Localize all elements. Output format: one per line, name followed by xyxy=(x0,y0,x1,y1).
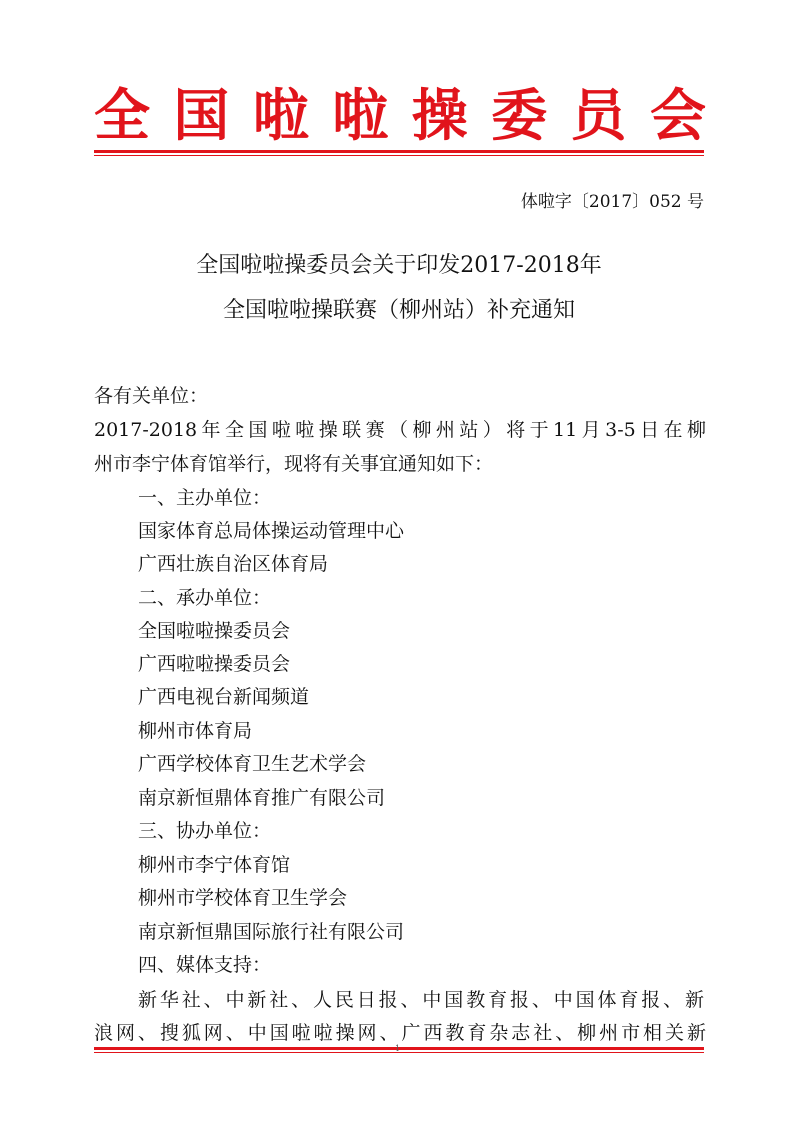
media-line-1: 新华社、中新社、人民日报、中国教育报、中国体育报、新 xyxy=(138,989,704,1011)
header-rule-thin xyxy=(94,155,704,156)
list-item: 南京新恒鼎体育推广有限公司 xyxy=(138,787,386,809)
section-heading-co-organizers: 三、协办单位： xyxy=(138,820,272,842)
salutation: 各有关单位： xyxy=(94,385,209,407)
media-line-2: 浪网、搜狐网、中国啦啦操网、广西教育杂志社、柳州市相关新 xyxy=(94,1022,706,1044)
section-heading-media: 四、媒体支持： xyxy=(138,954,272,976)
header-rule-thick xyxy=(94,150,704,153)
letterhead-char: 啦 xyxy=(332,83,389,149)
letterhead-char: 国 xyxy=(173,83,230,149)
list-item: 南京新恒鼎国际旅行社有限公司 xyxy=(138,921,405,943)
list-item: 广西壮族自治区体育局 xyxy=(138,553,329,575)
section-heading-hosts: 二、承办单位： xyxy=(138,587,272,609)
list-item: 广西电视台新闻频道 xyxy=(138,686,310,708)
letterhead-char: 委 xyxy=(491,83,548,149)
letterhead-title xyxy=(94,84,706,148)
list-item: 广西啦啦操委员会 xyxy=(138,653,291,675)
page-number: 1 xyxy=(395,1044,401,1053)
document-title-line-1: 全国啦啦操委员会关于印发2017-2018年 xyxy=(196,253,602,278)
letterhead-char: 操 xyxy=(411,83,468,149)
intro-line-1: 2017-2018年全国啦啦操联赛（柳州站）将于11月3-5日在柳 xyxy=(94,419,706,441)
document-title-line-2: 全国啦啦操联赛（柳州站）补充通知 xyxy=(222,298,575,323)
letterhead-char: 啦 xyxy=(252,83,309,149)
section-heading-organizers: 一、主办单位： xyxy=(138,487,272,509)
letterhead-char: 员 xyxy=(570,83,627,149)
list-item: 柳州市学校体育卫生学会 xyxy=(138,887,348,909)
list-item: 全国啦啦操委员会 xyxy=(138,620,291,642)
list-item: 广西学校体育卫生艺术学会 xyxy=(138,753,367,775)
letterhead-char: 会 xyxy=(649,83,706,149)
list-item: 国家体育总局体操运动管理中心 xyxy=(138,520,405,542)
letterhead-char: 全 xyxy=(94,83,150,149)
document-number: 体啦字〔2017〕052 号 xyxy=(520,192,704,212)
intro-line-2: 州市李宁体育馆举行，现将有关事宜通知如下： xyxy=(94,453,494,475)
list-item: 柳州市李宁体育馆 xyxy=(138,854,291,876)
list-item: 柳州市体育局 xyxy=(138,720,253,742)
